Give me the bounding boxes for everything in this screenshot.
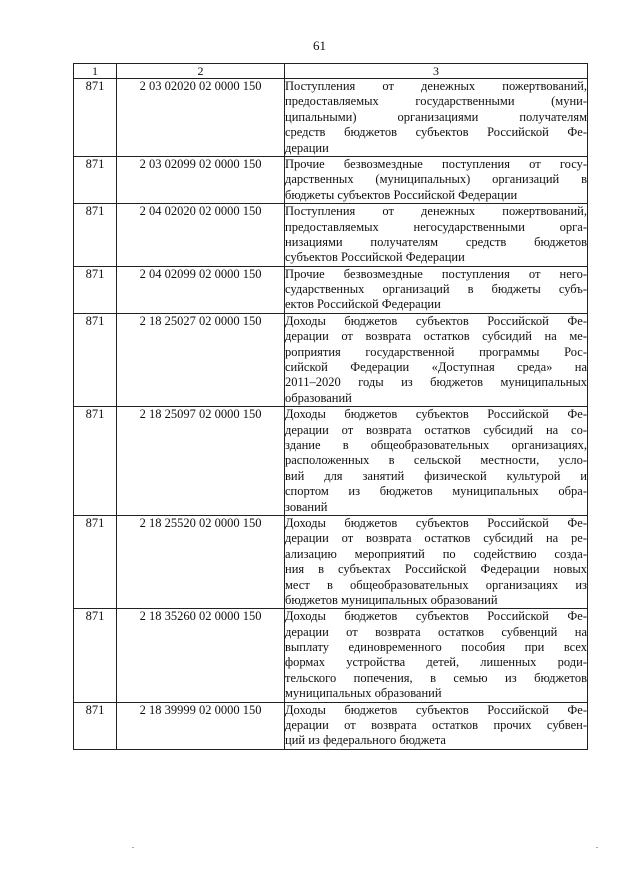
budget-code-cell: 2 04 02099 02 0000 150 bbox=[117, 266, 285, 313]
description-line: Доходы бюджетов субъектов Российской Фе- bbox=[285, 407, 587, 422]
description-line: сийской Федерации «Доступная среда» на bbox=[285, 360, 587, 375]
description-line: дерации от возврата остатков субсидий на ре- bbox=[285, 531, 587, 546]
description-cell bbox=[285, 609, 588, 702]
description-line: дарственных (муниципальных) организаций в bbox=[285, 172, 587, 187]
description-line: бюджетов муниципальных образований bbox=[285, 592, 498, 607]
budget-codes-table bbox=[73, 63, 588, 750]
description-line: бюджеты субъектов Российской Федерации bbox=[285, 187, 518, 202]
description-line: Поступления от денежных пожертвований, bbox=[285, 204, 587, 219]
budget-code-cell: 2 03 02020 02 0000 150 bbox=[117, 79, 285, 157]
description-cell bbox=[285, 204, 588, 267]
description-line: низациями получателям средств бюджетов bbox=[285, 234, 587, 249]
description-line: ния в субъектах Российской Федерации новых bbox=[285, 562, 587, 577]
description-line: субъектов Российской Федерации bbox=[285, 250, 465, 265]
table-row bbox=[74, 79, 588, 157]
page-number: 61 bbox=[313, 38, 326, 53]
description-cell bbox=[285, 156, 588, 203]
description-line: ализацию мероприятий по содействию созда- bbox=[285, 546, 587, 561]
description-line: Поступления от денежных пожертвований, bbox=[285, 79, 587, 93]
admin-code-cell: 871 bbox=[74, 313, 117, 406]
description-line: роприятия государственной программы Рос- bbox=[285, 344, 587, 359]
description-line: дерации от возврата остатков прочих субвен- bbox=[285, 718, 587, 733]
description-line: дерации от возврата остатков субвенций на bbox=[285, 624, 587, 639]
admin-code-cell: 871 bbox=[74, 515, 117, 608]
table-row bbox=[74, 515, 588, 608]
description-line: сударственных организаций в бюджеты субъ- bbox=[285, 282, 587, 297]
description-line: дерации от возврата остатков субсидий на ме- bbox=[285, 329, 587, 344]
table-header-row bbox=[74, 64, 588, 79]
table-body bbox=[74, 79, 588, 750]
column-header-3: 3 bbox=[285, 64, 588, 79]
table-row bbox=[74, 313, 588, 406]
table-row bbox=[74, 156, 588, 203]
description-line: тельского попечения, в семью из бюджетов bbox=[285, 670, 587, 685]
scan-speck bbox=[132, 847, 134, 848]
table-row bbox=[74, 266, 588, 313]
table-row bbox=[74, 609, 588, 702]
description-line: ций из федерального бюджета bbox=[285, 733, 446, 748]
description-line: муниципальных образований bbox=[285, 686, 442, 701]
description-line: предоставляемых государственными (муни- bbox=[285, 94, 587, 109]
description-cell bbox=[285, 702, 588, 749]
scan-speck bbox=[596, 847, 598, 848]
description-line: предоставляемых негосударственными орга- bbox=[285, 219, 587, 234]
description-cell bbox=[285, 407, 588, 516]
description-line: Прочие безвозмездные поступления от госу- bbox=[285, 156, 587, 171]
budget-code-cell: 2 03 02099 02 0000 150 bbox=[117, 156, 285, 203]
description-line: Доходы бюджетов субъектов Российской Фе- bbox=[285, 313, 587, 328]
admin-code-cell: 871 bbox=[74, 266, 117, 313]
description-cell bbox=[285, 266, 588, 313]
description-cell bbox=[285, 313, 588, 406]
description-cell bbox=[285, 79, 588, 157]
description-line: вий для занятий физической культурой и bbox=[285, 468, 587, 483]
description-line: Прочие безвозмездные поступления от него- bbox=[285, 266, 587, 281]
description-line: средств бюджетов субъектов Российской Фе- bbox=[285, 125, 587, 140]
description-line: Доходы бюджетов субъектов Российской Фе- bbox=[285, 702, 587, 717]
admin-code-cell: 871 bbox=[74, 156, 117, 203]
table-row bbox=[74, 204, 588, 267]
description-line: ектов Российской Федерации bbox=[285, 297, 441, 312]
admin-code-cell: 871 bbox=[74, 204, 117, 267]
admin-code-cell: 871 bbox=[74, 702, 117, 749]
description-line: 2011–2020 годы из бюджетов муниципальных bbox=[285, 375, 587, 390]
description-line: образований bbox=[285, 390, 352, 405]
description-line: зований bbox=[285, 499, 328, 514]
column-header-2: 2 bbox=[117, 64, 285, 79]
budget-code-cell: 2 04 02020 02 0000 150 bbox=[117, 204, 285, 267]
admin-code-cell: 871 bbox=[74, 79, 117, 157]
table-row bbox=[74, 407, 588, 516]
description-line: спортом из бюджетов муниципальных обра- bbox=[285, 484, 587, 499]
admin-code-cell: 871 bbox=[74, 407, 117, 516]
description-cell bbox=[285, 515, 588, 608]
description-line: формах устройства детей, лишенных роди- bbox=[285, 655, 587, 670]
admin-code-cell: 871 bbox=[74, 609, 117, 702]
column-header-1: 1 bbox=[74, 64, 117, 79]
description-line: ципальными) организациями получателям bbox=[285, 109, 587, 124]
description-line: Доходы бюджетов субъектов Российской Фе- bbox=[285, 609, 587, 624]
table-row bbox=[74, 702, 588, 749]
budget-code-cell: 2 18 25097 02 0000 150 bbox=[117, 407, 285, 516]
description-line: здание в общеобразовательных организациях, bbox=[285, 437, 587, 452]
budget-code-cell: 2 18 39999 02 0000 150 bbox=[117, 702, 285, 749]
description-line: выплату единовременного пособия при всех bbox=[285, 640, 587, 655]
budget-code-cell: 2 18 25027 02 0000 150 bbox=[117, 313, 285, 406]
description-line: Доходы бюджетов субъектов Российской Фе- bbox=[285, 515, 587, 530]
budget-code-cell: 2 18 25520 02 0000 150 bbox=[117, 515, 285, 608]
description-line: дерации от возврата остатков субсидий на со- bbox=[285, 422, 587, 437]
budget-code-cell: 2 18 35260 02 0000 150 bbox=[117, 609, 285, 702]
description-line: мест в общеобразовательных организациях из bbox=[285, 577, 587, 592]
description-line: дерации bbox=[285, 140, 329, 155]
description-line: расположенных в сельской местности, усло- bbox=[285, 453, 587, 468]
